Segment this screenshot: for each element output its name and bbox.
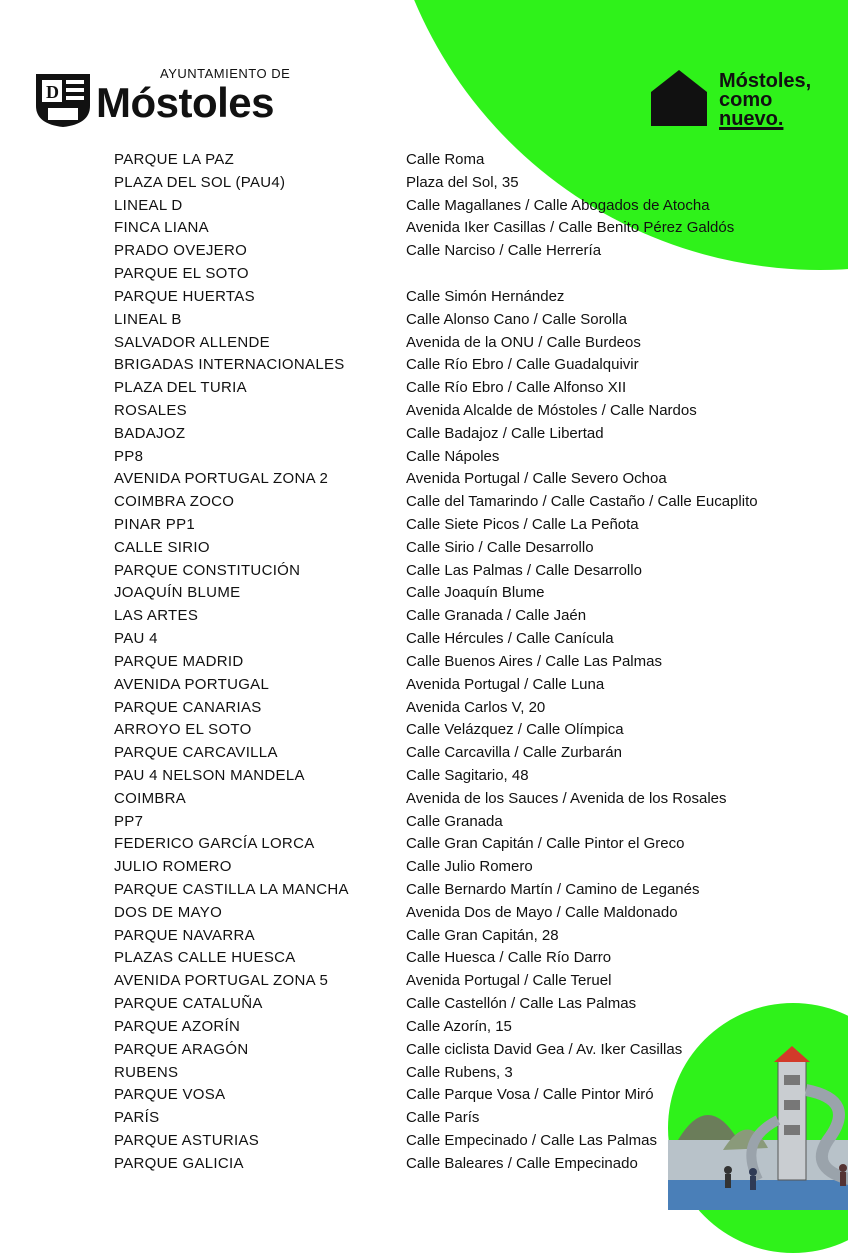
svg-text:D: D	[46, 82, 59, 102]
park-address: Calle Narciso / Calle Herrería	[406, 242, 602, 260]
slogan-line-1: Móstoles,	[719, 70, 812, 92]
park-name: PAU 4 NELSON MANDELA	[114, 766, 305, 784]
park-name: PARQUE ARAGÓN	[114, 1040, 249, 1058]
list-item	[114, 902, 834, 925]
list-item	[114, 719, 834, 742]
parks-list	[114, 149, 834, 1176]
campaign-slogan	[719, 72, 848, 129]
park-name: PARQUE NAVARRA	[114, 926, 255, 944]
list-item	[114, 788, 834, 811]
park-name: COIMBRA	[114, 789, 187, 807]
park-name: PLAZA DEL TURIA	[114, 379, 247, 397]
park-address: Calle Carcavilla / Calle Zurbarán	[406, 744, 622, 762]
park-address: Calle Julio Romero	[406, 858, 533, 876]
campaign-logo	[651, 70, 841, 130]
list-item	[114, 172, 834, 195]
park-address: Calle del Tamarindo / Calle Castaño / Calle Eucaplito	[406, 493, 758, 511]
list-item	[114, 765, 834, 788]
park-address: Calle Sirio / Calle Desarrollo	[406, 538, 594, 556]
park-name: LINEAL D	[114, 196, 183, 214]
park-address: Calle Badajoz / Calle Libertad	[406, 424, 604, 442]
park-name: LAS ARTES	[114, 607, 199, 625]
park-name: JULIO ROMERO	[114, 858, 232, 876]
park-name: COIMBRA ZOCO	[114, 493, 235, 511]
park-name: PARQUE ASTURIAS	[114, 1131, 260, 1149]
list-item	[114, 240, 834, 263]
list-item	[114, 879, 834, 902]
park-name: PLAZA DEL SOL (PAU4)	[114, 173, 286, 191]
list-item	[114, 811, 834, 834]
list-item	[114, 560, 834, 583]
park-address: Calle Gran Capitán / Calle Pintor el Greco	[406, 835, 685, 853]
park-address: Calle Sagitario, 48	[406, 766, 529, 784]
park-name: PARQUE CANARIAS	[114, 698, 262, 716]
park-address: Calle Joaquín Blume	[406, 584, 545, 602]
park-name: PLAZAS CALLE HUESCA	[114, 949, 296, 967]
park-address: Calle Castellón / Calle Las Palmas	[406, 995, 637, 1013]
list-item	[114, 491, 834, 514]
coat-of-arms-icon	[34, 70, 92, 128]
list-item	[114, 446, 834, 469]
list-item	[114, 742, 834, 765]
park-address: Calle Bernardo Martín / Camino de Leganés	[406, 881, 700, 898]
park-address: Calle Las Palmas / Calle Desarrollo	[406, 561, 642, 579]
list-item	[114, 263, 834, 286]
park-name: PARQUE EL SOTO	[114, 265, 249, 283]
park-address: Calle ciclista David Gea / Av. Iker Casillas	[406, 1040, 683, 1058]
list-item	[114, 537, 834, 560]
park-name: LINEAL B	[114, 310, 182, 328]
list-item	[114, 947, 834, 970]
park-name: AVENIDA PORTUGAL ZONA 5	[114, 972, 329, 990]
list-item	[114, 195, 834, 218]
house-icon	[651, 70, 707, 126]
list-item	[114, 309, 834, 332]
park-name: BRIGADAS INTERNACIONALES	[114, 356, 345, 374]
list-item	[114, 674, 834, 697]
park-address: Avenida Dos de Mayo / Calle Maldonado	[406, 903, 678, 921]
list-item	[114, 697, 834, 720]
park-name: DOS DE MAYO	[114, 903, 223, 921]
list-item	[114, 332, 834, 355]
park-name: PAU 4	[114, 630, 158, 648]
park-name: PARQUE HUERTAS	[114, 287, 255, 305]
park-address: Calle Alonso Cano / Calle Sorolla	[406, 310, 627, 328]
park-name: PARQUE GALICIA	[114, 1154, 244, 1172]
list-item	[114, 582, 834, 605]
park-name: PARQUE CONSTITUCIÓN	[114, 561, 301, 579]
list-item	[114, 1107, 834, 1130]
list-item	[114, 149, 834, 172]
park-name: RUBENS	[114, 1063, 179, 1081]
park-name: PINAR PP1	[114, 516, 196, 533]
park-address: Calle Nápoles	[406, 447, 500, 465]
park-address: Avenida de la ONU / Calle Burdeos	[406, 333, 641, 351]
list-item	[114, 1039, 834, 1062]
list-item	[114, 400, 834, 423]
list-item	[114, 1084, 834, 1107]
list-item	[114, 833, 834, 856]
park-address: Calle Río Ebro / Calle Guadalquivir	[406, 356, 639, 374]
park-address: Calle Siete Picos / Calle La Peñota	[406, 516, 639, 533]
list-item	[114, 286, 834, 309]
list-item	[114, 354, 834, 377]
park-address: Calle Gran Capitán, 28	[406, 926, 559, 944]
park-name: PARQUE CARCAVILLA	[114, 744, 278, 762]
list-item	[114, 605, 834, 628]
park-address: Calle Huesca / Calle Río Darro	[406, 949, 612, 967]
park-name: FINCA LIANA	[114, 219, 209, 237]
list-item	[114, 970, 834, 993]
park-address: Calle Velázquez / Calle Olímpica	[406, 721, 624, 739]
list-item	[114, 1153, 834, 1176]
park-address: Avenida Iker Casillas / Calle Benito Pérez Galdós	[406, 219, 735, 237]
park-name: SALVADOR ALLENDE	[114, 333, 270, 351]
park-name: AVENIDA PORTUGAL	[114, 675, 270, 693]
list-item	[114, 925, 834, 948]
park-address: Calle Baleares / Calle Empecinado	[406, 1154, 638, 1172]
list-item	[114, 377, 834, 400]
park-name: FEDERICO GARCÍA LORCA	[114, 835, 315, 853]
park-name: PARQUE VOSA	[114, 1086, 226, 1104]
park-address: Calle Buenos Aires / Calle Las Palmas	[406, 652, 662, 670]
park-address: Calle Magallanes / Calle Abogados de Atocha	[406, 196, 710, 214]
park-address: Calle París	[406, 1109, 480, 1127]
park-address: Avenida Alcalde de Móstoles / Calle Nardos	[406, 401, 697, 419]
park-name: PP7	[114, 812, 144, 830]
park-address: Calle Empecinado / Calle Las Palmas	[406, 1131, 657, 1149]
park-address: Avenida de los Sauces / Avenida de los Rosales	[406, 789, 727, 807]
park-name: PARQUE LA PAZ	[114, 151, 235, 168]
park-address: Calle Simón Hernández	[406, 287, 565, 305]
list-item	[114, 1130, 834, 1153]
list-item	[114, 651, 834, 674]
list-item	[114, 217, 834, 240]
park-name: CALLE SIRIO	[114, 538, 210, 556]
org-name: Móstoles	[96, 79, 275, 126]
park-address: Avenida Portugal / Calle Teruel	[406, 972, 612, 990]
slogan-line-3: nuevo.	[719, 108, 784, 130]
park-name: PARQUE CATALUÑA	[114, 995, 263, 1013]
list-item	[114, 856, 834, 879]
list-item	[114, 1062, 834, 1085]
park-name: PARQUE AZORÍN	[114, 1017, 241, 1035]
park-address: Calle Parque Vosa / Calle Pintor Miró	[406, 1086, 654, 1104]
park-address: Plaza del Sol, 35	[406, 173, 519, 191]
park-name: AVENIDA PORTUGAL ZONA 2	[114, 470, 329, 488]
list-item	[114, 423, 834, 446]
park-address: Calle Azorín, 15	[406, 1017, 512, 1035]
park-name: PP8	[114, 447, 144, 465]
park-name: PARQUE MADRID	[114, 652, 244, 670]
park-name: ROSALES	[114, 401, 187, 419]
park-name: ARROYO EL SOTO	[114, 721, 252, 739]
list-item	[114, 628, 834, 651]
park-address: Calle Río Ebro / Calle Alfonso XII	[406, 379, 627, 397]
park-address: Avenida Portugal / Calle Luna	[406, 675, 605, 693]
park-address: Avenida Carlos V, 20	[406, 698, 546, 716]
park-name: JOAQUÍN BLUME	[114, 584, 241, 602]
list-item	[114, 468, 834, 491]
park-name: PARQUE CASTILLA LA MANCHA	[114, 881, 349, 898]
list-item	[114, 1016, 834, 1039]
park-name: PARÍS	[114, 1109, 160, 1127]
park-address: Calle Rubens, 3	[406, 1063, 513, 1081]
park-name: PRADO OVEJERO	[114, 242, 248, 260]
park-address: Calle Roma	[406, 151, 485, 168]
park-address: Calle Hércules / Calle Canícula	[406, 630, 614, 648]
slogan-line-2: como	[719, 89, 773, 111]
park-address: Calle Granada / Calle Jaén	[406, 607, 587, 625]
park-address: Avenida Portugal / Calle Severo Ochoa	[406, 470, 667, 488]
ayuntamiento-logo	[34, 66, 294, 128]
park-name: BADAJOZ	[114, 424, 186, 442]
park-address: Calle Granada	[406, 812, 503, 830]
org-subtitle: AYUNTAMIENTO DE	[160, 66, 291, 81]
list-item	[114, 993, 834, 1016]
list-item	[114, 514, 834, 537]
